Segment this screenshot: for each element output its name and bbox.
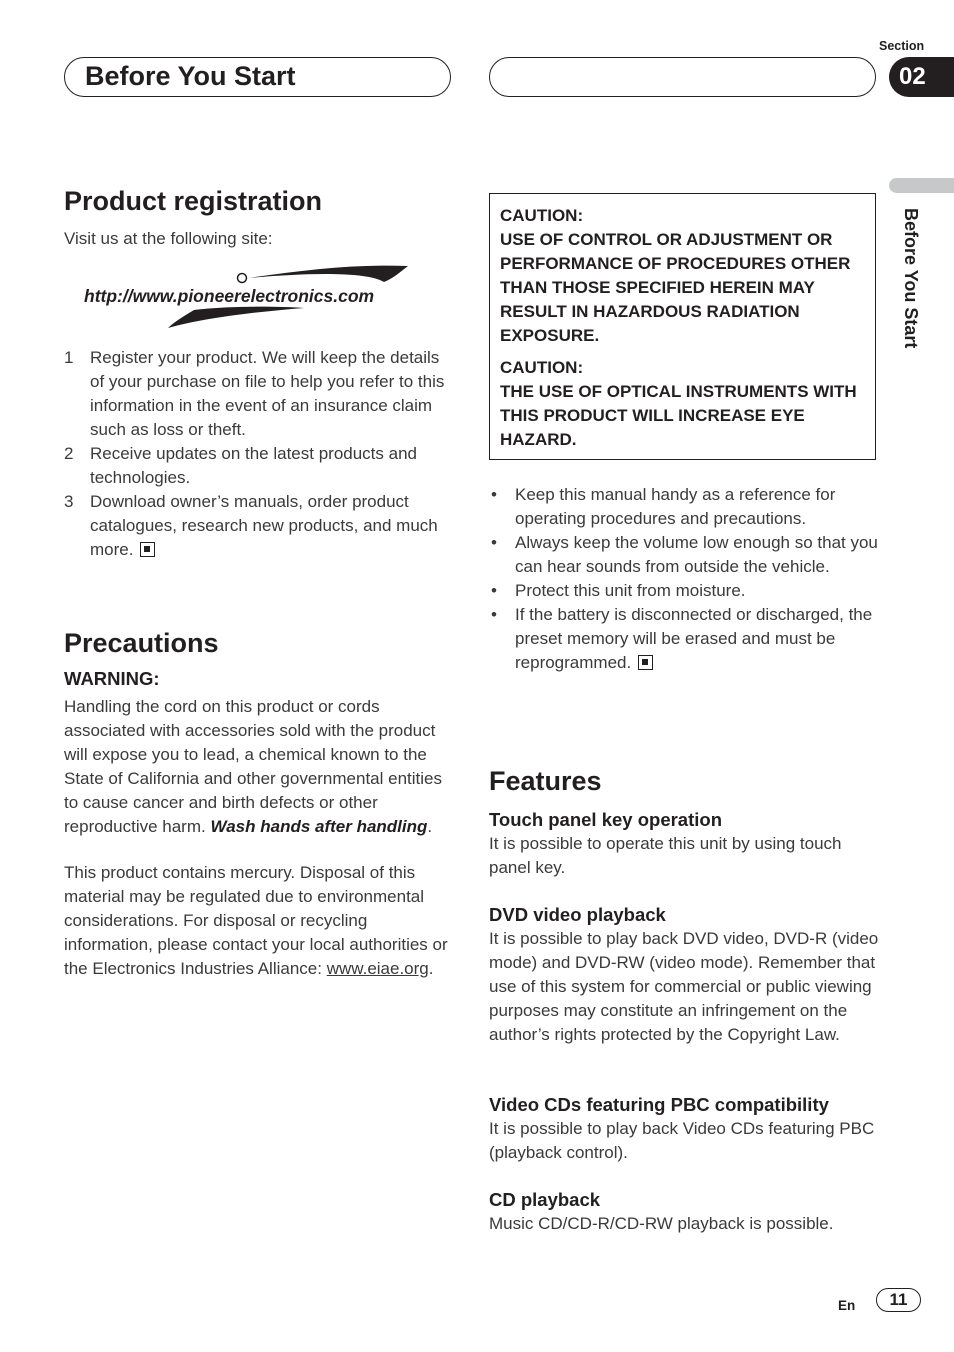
website-url[interactable]: http://www.pioneerelectronics.com [84, 286, 375, 306]
page-number: 11 [876, 1288, 921, 1312]
warning-emphasis: Wash hands after handling [210, 817, 428, 836]
precautions-heading: Precautions [64, 628, 219, 658]
feature-title: CD playback [489, 1189, 601, 1210]
list-item: • Protect this unit from moisture. [489, 579, 879, 603]
feature-text: It is possible to play back Video CDs featuring PBC (playback control). [489, 1119, 875, 1162]
feature-title: Touch panel key operation [489, 809, 723, 830]
list-item: • Always keep the volume low enough so that you can hear sounds from outside the vehicle. [489, 531, 879, 579]
warning-paragraph: Handling the cord on this product or cords associated with accessories sold with the product will expose you to lead, a chemical known to the State of California and other governmental entities to cause cancer and birth defects or other reproductive harm. Wash hands after handling. [64, 697, 443, 836]
list-item: • Keep this manual handy as a reference for operating procedures and precautions. [489, 483, 879, 531]
list-item: 3 Download owner’s manuals, order product catalogues, research new products, and much more. [64, 492, 438, 559]
feature-text: It is possible to play back DVD video, DVD-R (video mode) and DVD-RW (video mode). Remember that use of this system for commercial or public viewing purposes may constitute an infringement on the author’s rights protected by the Copyright Law. [489, 929, 879, 1044]
step-text: Download owner’s manuals, order product catalogues, research new products, and much more. [90, 492, 438, 559]
caution-optical: CAUTION: THE USE OF OPTICAL INSTRUMENTS WITH THIS PRODUCT WILL INCREASE EYE HAZARD. [500, 358, 857, 449]
list-item: 2 Receive updates on the latest products and technologies. [64, 444, 417, 487]
header-title: Before You Start [85, 61, 296, 91]
side-tab-marker [889, 178, 954, 193]
side-tab-text: Before You Start [901, 208, 921, 349]
pioneer-logo [84, 262, 434, 334]
product-registration-heading: Product registration [64, 186, 323, 216]
step-text: Register your product. We will keep the details of your purchase on file to help you refer to this information in the event of an insurance claim such as loss or theft. [90, 348, 445, 439]
precaution-bullets [489, 483, 879, 675]
section-number: 02 [889, 57, 954, 97]
end-mark-icon [140, 542, 155, 557]
list-item: • If the battery is disconnected or discharged, the preset memory will be erased and must be reprogrammed. [489, 603, 879, 675]
header-empty-pill [489, 57, 876, 97]
end-mark-icon [638, 655, 653, 670]
caution-box [489, 193, 876, 460]
language-label: En [838, 1298, 856, 1313]
registration-intro: Visit us at the following site: [64, 229, 273, 248]
mercury-paragraph: This product contains mercury. Disposal of this material may be regulated due to environmental considerations. For disposal or recycling information, please contact your local authorities or the Electronics Industries Alliance: www.eiae.org. [64, 863, 448, 978]
header-title-pill [64, 57, 451, 97]
section-label: Section [879, 39, 925, 53]
caution-laser: CAUTION: USE OF CONTROL OR ADJUSTMENT OR PERFORMANCE OF PROCEDURES OTHER THAN THOSE SPECIFIED HEREIN MAY RESULT IN HAZARDOUS RADIATION EXPOSURE. [500, 206, 851, 345]
eiae-link[interactable]: www.eiae.org [326, 959, 429, 978]
warning-heading: WARNING: [64, 668, 160, 689]
feature-title: Video CDs featuring PBC compatibility [489, 1094, 829, 1115]
feature-text: It is possible to operate this unit by using touch panel key. [489, 834, 842, 877]
feature-text: Music CD/CD-R/CD-RW playback is possible. [489, 1214, 834, 1233]
step-text: Receive updates on the latest products and technologies. [90, 444, 417, 487]
registration-steps [64, 346, 454, 562]
list-item: 1 Register your product. We will keep the details of your purchase on file to help you refer to this information in the event of an insurance claim such as loss or theft. [64, 348, 445, 439]
features-heading: Features [489, 766, 602, 796]
feature-title: DVD video playback [489, 904, 666, 925]
